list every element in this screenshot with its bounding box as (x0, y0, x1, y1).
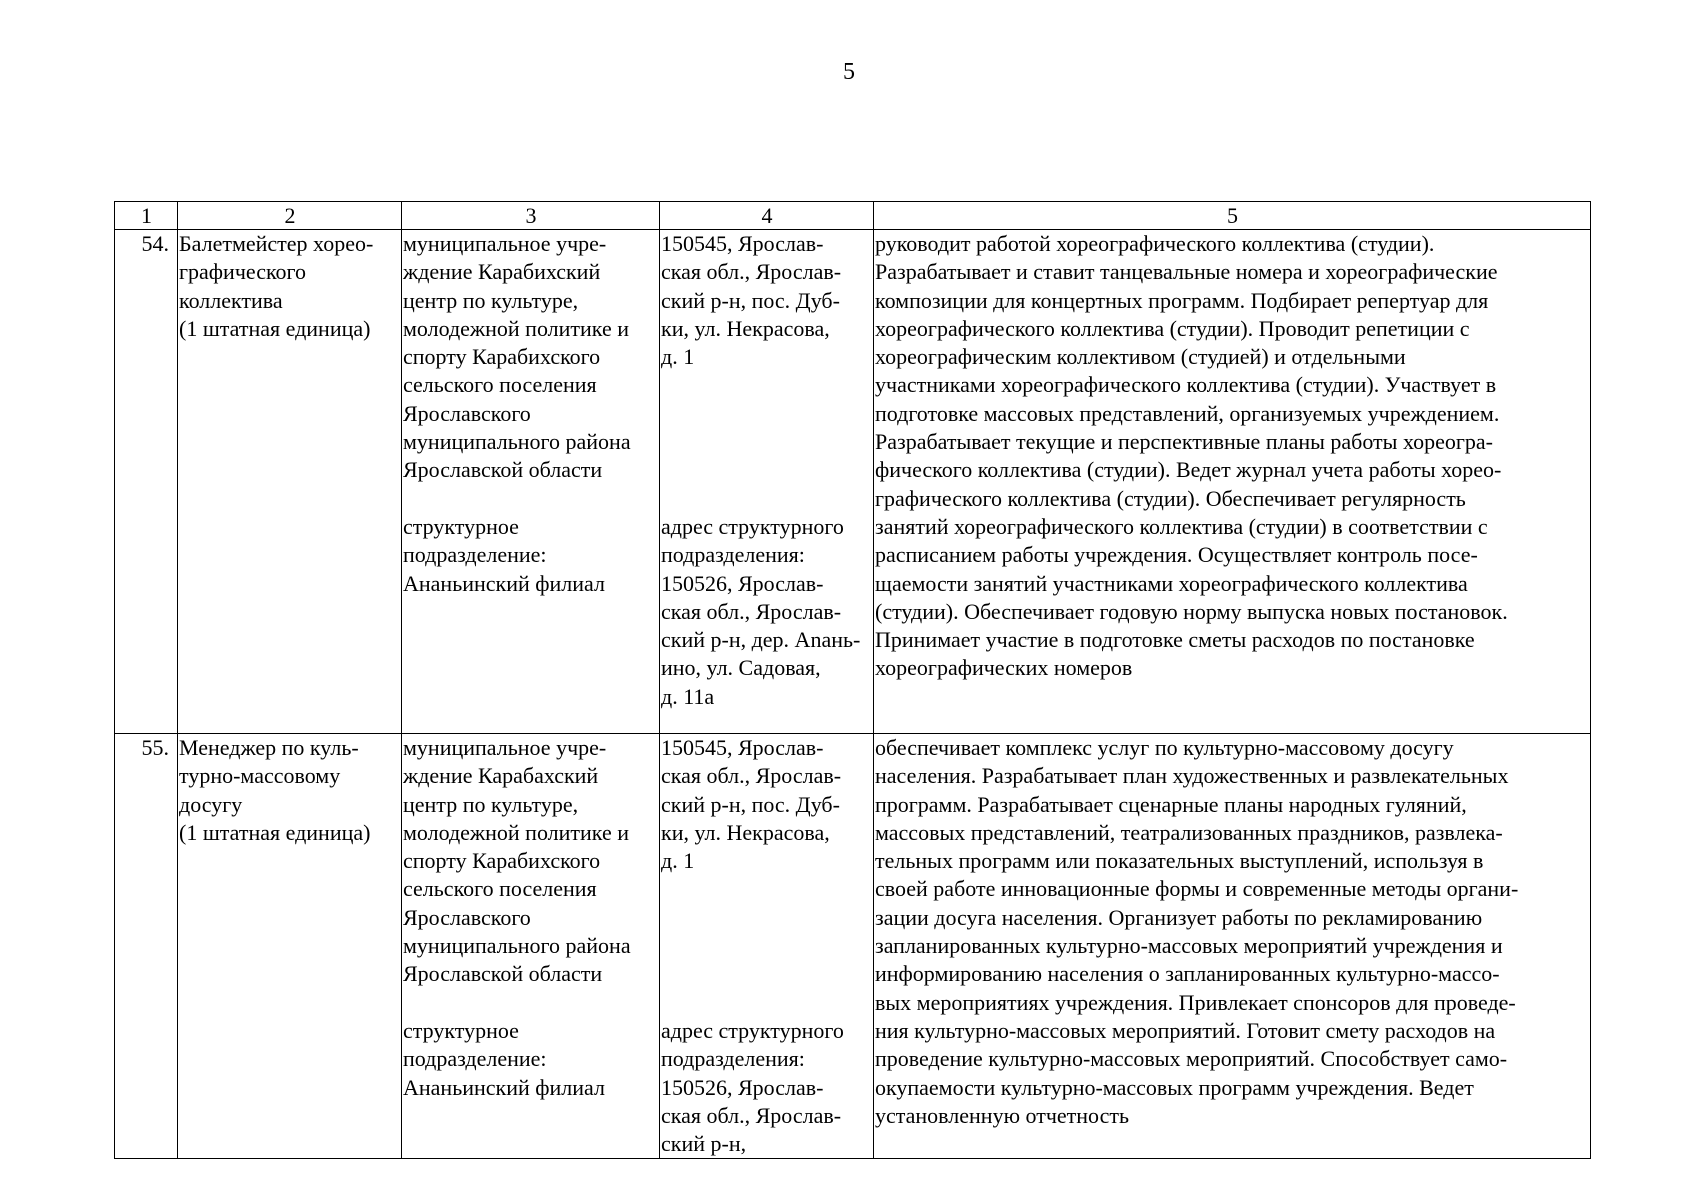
institution-cell (402, 230, 660, 734)
staff-table (114, 201, 1591, 1159)
position-title: Менеджер по куль- турно-массовому досугу (1 штатная единица) (179, 735, 371, 845)
column-header-3: 3 (402, 202, 660, 230)
institution-address: 150545, Ярослав- ская обл., Ярослав- ский р-н, пос. Дуб- ки, ул. Некрасова, д. 1 (661, 231, 842, 370)
subdivision-name: структурное подразделение: Ананьинский филиал (403, 1017, 605, 1100)
institution-address: 150545, Ярослав- ская обл., Ярослав- ский р-н, пос. Дуб- ки, ул. Некрасова, д. 1 (661, 735, 842, 874)
institution-name: муниципальное учре- ждение Карабихский центр по культуре, молодежной политике и спорту Карабихского сельского поселения Ярославского муниципального района Ярославской области (403, 231, 631, 483)
address-cell (660, 230, 874, 734)
page-number: 5 (843, 59, 855, 85)
position-cell (178, 734, 402, 1159)
subdivision-address: адрес структурного подразделения: 150526, Ярослав- ская обл., Ярослав- ский р-н, дер. Anань- ино, ул. Садовая, д. 11а (661, 513, 861, 709)
duties-text: обеспечивает комплекс услуг по культурно-массовому досугу населения. Разрабатывает план художественных и развлекательных программ. Разрабатывает сценарные планы народных гуляний, массовых представлений, театрализованных праздников, развлека- тельных программ или показательных выступлений, используя в своей работе инновационные формы и современные методы органи- зации досуга населения. Организует работы по рекламированию запланированных культурно-массовых мероприятий учреждения и информированию населения о запланированных культурно-массо- вых мероприятиях учреждения. Привлекает спонсоров для проведе- ния культурно-массовых мероприятий. Готовит смету расходов на проведение культурно-массовых мероприятий. Способствует само- окупаемости культурно-массовых программ учреждения. Ведет установленную отчетность (875, 735, 1519, 1128)
column-header-1: 1 (115, 202, 178, 230)
column-header-2: 2 (178, 202, 402, 230)
position-cell (178, 230, 402, 734)
subdivision-address: адрес структурного подразделения: 150526, Ярослав- ская обл., Ярослав- ский р-н, (661, 1017, 844, 1157)
duties-cell (874, 734, 1591, 1159)
address-cell (660, 734, 874, 1159)
institution-name: муниципальное учре- ждение Карабахский центр по культуре, молодежной политике и спорту Карабихского сельского поселения Ярославского муниципального района Ярославской области (403, 735, 631, 987)
duties-text: руководит работой хореографического коллектива (студии). Разрабатывает и ставит танцевальные номера и хореографические композиции для концертных программ. Подбирает репертуар для хореографического коллектива (студии). Проводит репетиции с хореографическим коллективом (студией) и отдельными участниками хореографического коллектива (студии). Участвует в подготовке массовых представлений, организуемых учреждением. Разрабатывает текущие и перспективные планы работы хореогра- фического коллектива (студии). Ведет журнал учета работы хорео- графического коллектива (студии). Обеспечивает регулярность занятий хореографического коллектива (студии) в соответствии с расписанием работы учреждения. Осуществляет контроль посе- щаемости занятий участниками хореографического коллектива (студии). Обеспечивает годовую норму выпуска новых постановок. Принимает участие в подготовке сметы расходов по постановке хореографических номеров (875, 231, 1508, 681)
row-number: 54. (115, 230, 178, 734)
table-header-row (115, 202, 1591, 230)
table-row (115, 734, 1591, 1159)
column-header-4: 4 (660, 202, 874, 230)
row-number: 55. (115, 734, 178, 1159)
institution-cell (402, 734, 660, 1159)
column-header-5: 5 (874, 202, 1591, 230)
subdivision-name: структурное подразделение: Ананьинский филиал (403, 513, 605, 596)
table-row (115, 230, 1591, 734)
position-title: Балетмейстер хорео- графического коллектива (1 штатная единица) (179, 231, 374, 341)
duties-cell (874, 230, 1591, 734)
